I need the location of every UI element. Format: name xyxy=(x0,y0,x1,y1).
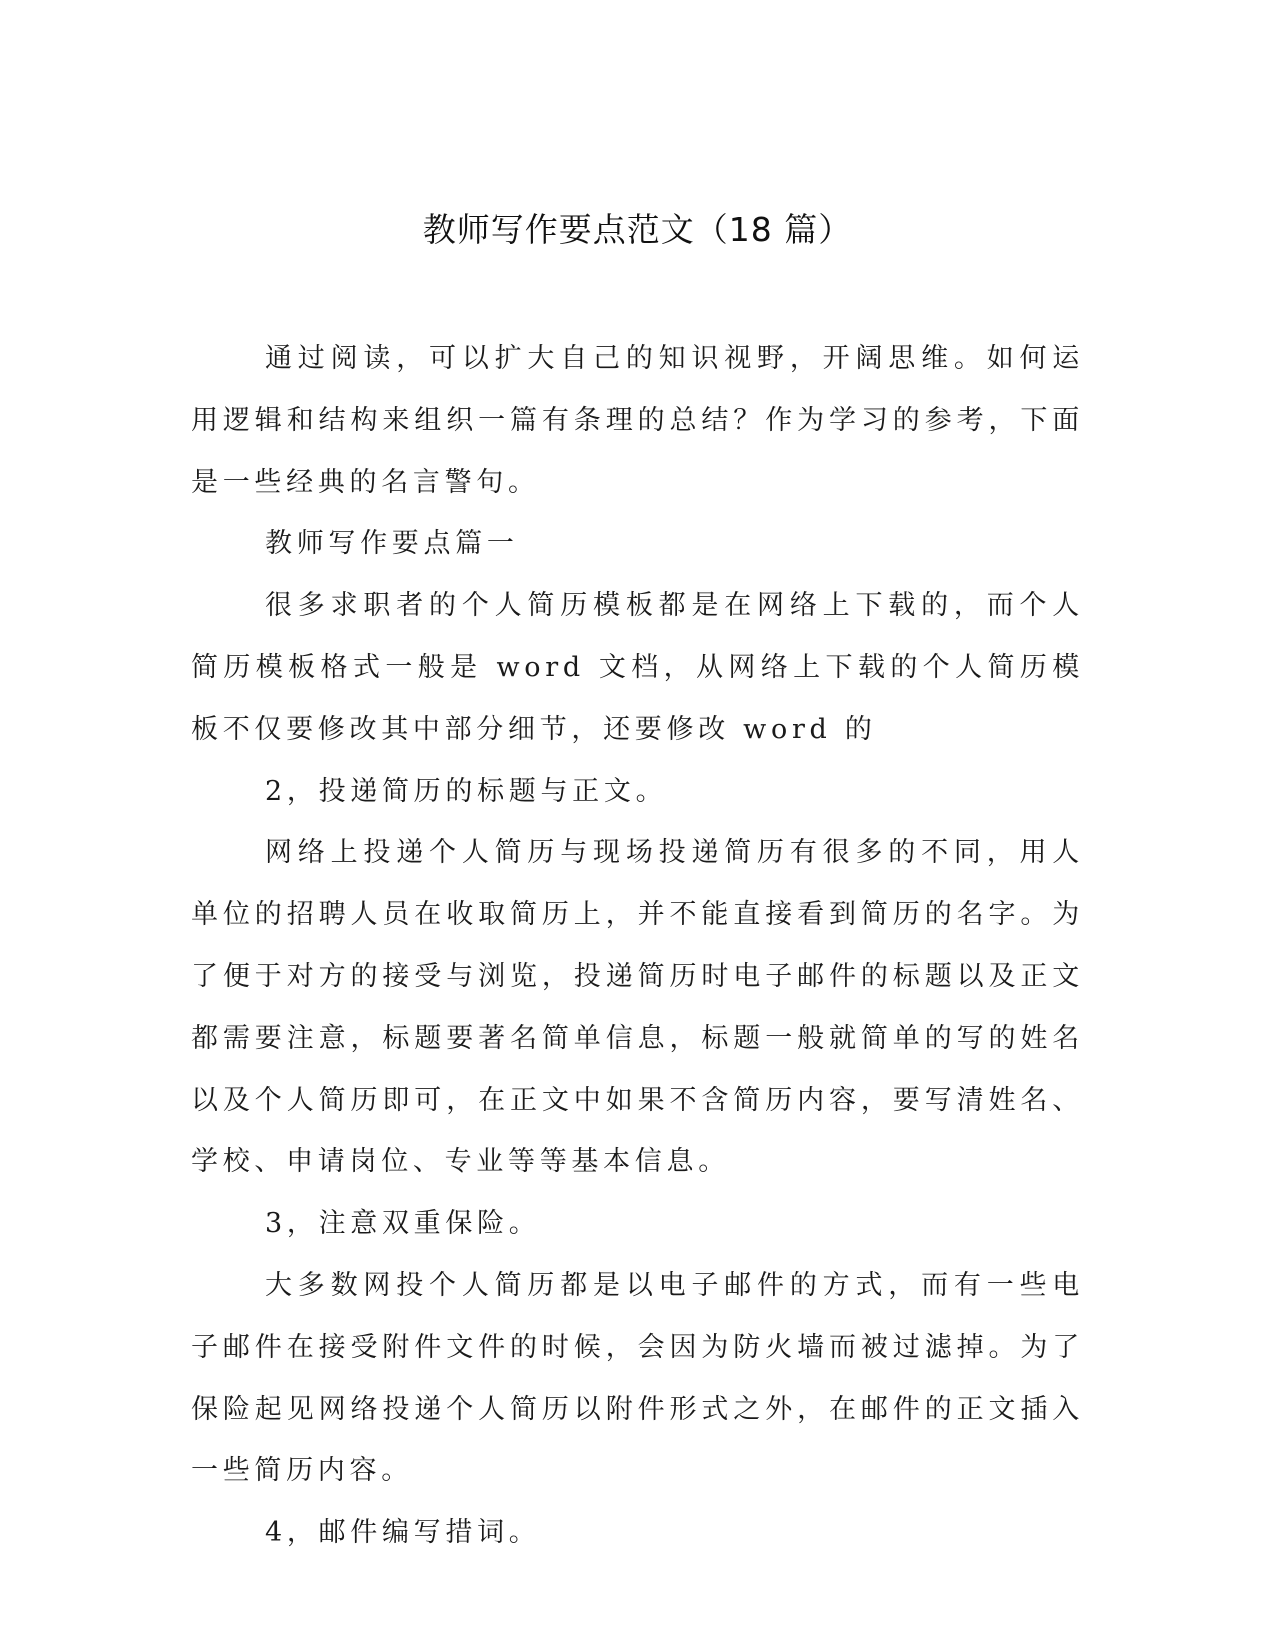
paragraph-email-title: 网络上投递个人简历与现场投递简历有很多的不同，用人单位的招聘人员在收取简历上，并不能直接看到简历的名字。为了便于对方的接受与浏览，投递简历时电子邮件的标题以及正文都需要注意，标题要著名简单信息，标题一般就简单的写的姓名以及个人简历即可，在正文中如果不含简历内容，要写清姓名、学校、申请岗位、专业等等基本信息。 xyxy=(191,837,1084,1178)
point-heading-4: 4，邮件编写措词。 xyxy=(265,1517,541,1549)
point-heading-3: 3，注意双重保险。 xyxy=(265,1208,541,1240)
document-body xyxy=(191,328,1084,1564)
paragraph-resume-template: 很多求职者的个人简历模板都是在网络上下载的，而个人简历模板格式一般是 word 文档，从网络上下载的个人简历模板不仅要修改其中部分细节，还要修改 word 的 xyxy=(191,590,1084,745)
paragraph-intro: 通过阅读，可以扩大自己的知识视野，开阔思维。如何运用逻辑和结构来组织一篇有条理的总结？作为学习的参考，下面是一些经典的名言警句。 xyxy=(191,343,1084,498)
paragraph-double-insurance: 大多数网投个人简历都是以电子邮件的方式，而有一些电子邮件在接受附件文件的时候，会因为防火墙而被过滤掉。为了保险起见网络投递个人简历以附件形式之外，在邮件的正文插入一些简历内容。 xyxy=(191,1269,1084,1487)
section-heading-1: 教师写作要点篇一 xyxy=(265,528,519,560)
point-heading-2: 2，投递简历的标题与正文。 xyxy=(265,775,668,807)
document-title: 教师写作要点范文（18 篇） xyxy=(422,210,853,249)
